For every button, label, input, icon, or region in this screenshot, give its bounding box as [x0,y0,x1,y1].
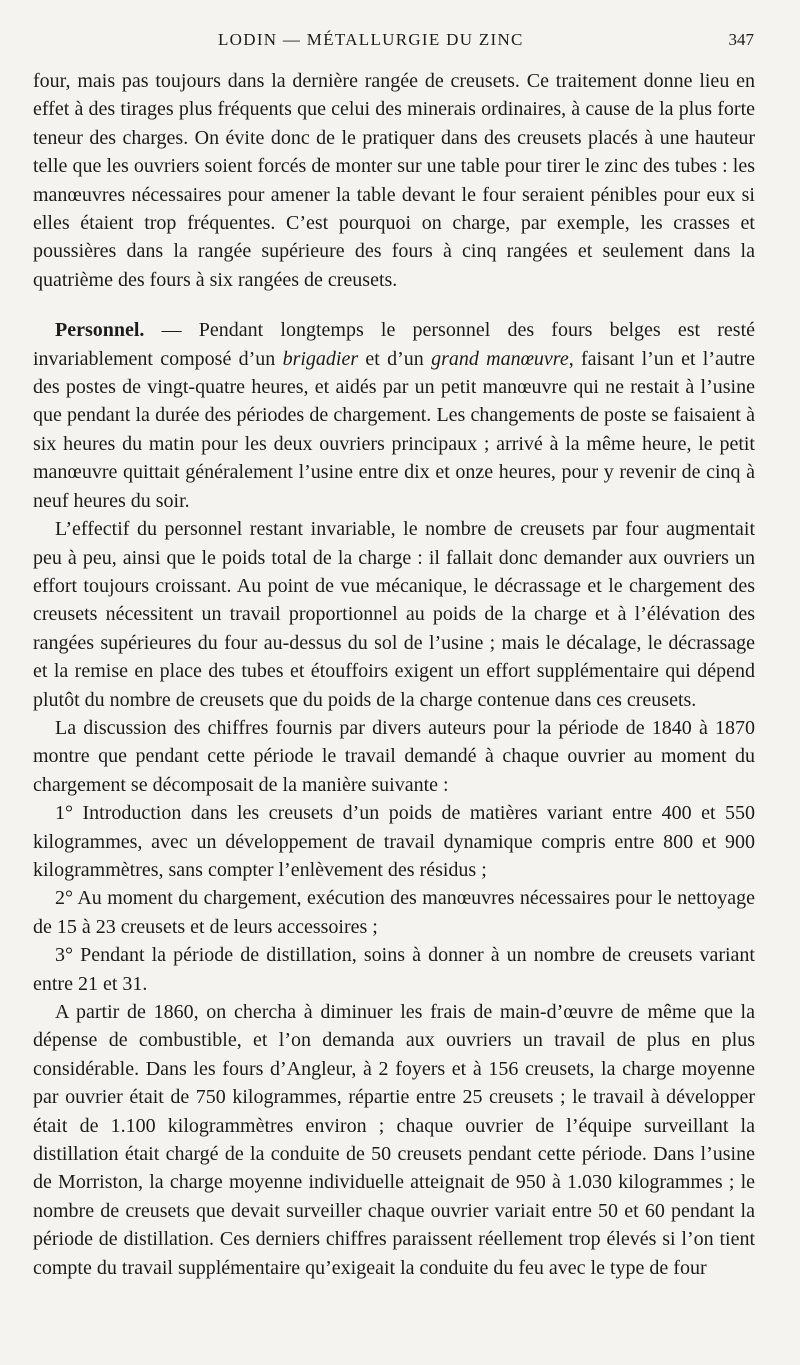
page-header [0,30,800,60]
paragraph-text: , faisant l’un et l’autre des postes de vingt-quatre heures, et aidés par un petit manœuvre qui ne restait à l’usine que pendant la durée des périodes de chargement. Les changements de poste se faisaient à six heures du matin pour les deux ouvriers principaux ; arrivé à la même heure, le petit manœuvre quittait généralement l’usine entre dix et onze heures, pour y revenir de cinq à neuf heures du soir. [33,347,755,512]
italic-term: brigadier [282,347,359,370]
paragraph-discussion: La discussion des chiffres fournis par divers auteurs pour la période de 1840 à 1870 montre que pendant cette période le travail demandé à chaque ouvrier au moment du chargement se décomposait de la manière suivante : [33,716,755,796]
text-body [33,67,755,1282]
paragraph-personnel [33,316,755,515]
list-item-3: 3° Pendant la période de distillation, soins à donner à un nombre de creusets variant entre 21 et 31. [33,944,755,995]
paragraph-text: — Pendant longtemps le personnel des fours belges est resté invariablement composé d’un [33,319,755,370]
page-number: 347 [728,30,754,49]
list-item-2: 2° Au moment du chargement, exécution des manœuvres nécessaires pour le nettoyage de 15 à 23 creusets et de leurs accessoires ; [33,887,755,938]
list-item-1: 1° Introduction dans les creusets d’un poids de matières variant entre 400 et 550 kilogrammes, avec un développement de travail dynamique compris entre 800 et 900 kilogrammètres, sans compter l’enlèvement des résidus ; [33,802,755,881]
paragraph-1860: A partir de 1860, on chercha à diminuer les frais de main-d’œuvre de même que la dépense de combustible, et l’on demanda aux ouvriers un travail de plus en plus considérable. Dans les fours d’Angleur, à 2 foyers et à 156 creusets, la charge moyenne par ouvrier était de 750 kilogrammes, répartie entre 25 creusets ; le travail à développer était de 1.100 kilogrammètres environ ; chaque ouvrier de l’équipe surveillant la distillation était chargé de la conduite de 50 creusets pendant cette période. Dans l’usine de Morriston, la charge moyenne individuelle atteignait de 950 à 1.030 kilogrammes ; le nombre de creusets que devait surveiller chaque ouvrier variait entre 50 et 60 pendant la période de distillation. Ces derniers chiffres paraissent réellement trop élevés si l’on tient compte du travail supplémentaire qu’exigeait la conduite du feu avec le type de four [33,1001,755,1279]
section-heading: Personnel. [55,319,145,342]
paragraph-text: et d’un [358,347,432,370]
italic-term: grand manœuvre [431,347,569,370]
running-title: LODIN — MÉTALLURGIE DU ZINC [218,30,524,49]
paragraph-continuation: four, mais pas toujours dans la dernière rangée de creusets. Ce traitement donne lieu en effet à des tirages plus fréquents que celui des minerais ordinaires, à cause de la plus forte teneur des charges. On évite donc de le pratiquer dans des creusets placés à une hauteur telle que les ouvriers soient forcés de monter sur une table pour tirer le zinc des tubes : les manœuvres nécessaires pour amener la table devant le four seraient pénibles pour eux si elles étaient trop fréquentes. C’est pourquoi on charge, par exemple, les crasses et poussières dans la rangée supérieure des fours à cinq rangées et seulement dans la quatrième des fours à six rangées de creusets. [33,70,755,291]
paragraph-effectif: L’effectif du personnel restant invariable, le nombre de creusets par four augmentait peu à peu, ainsi que le poids total de la charge : il fallait donc demander aux ouvriers un effort toujours croissant. Au point de vue mécanique, le décrassage et le chargement des creusets nécessitent un travail proportionnel au poids de la charge et à l’élévation des rangées supérieures du four au-dessus du sol de l’usine ; mais le décalage, le décrassage et la remise en place des tubes et étouffoirs exigent un effort supplémentaire qui dépend plutôt du nombre de creusets que du poids de la charge contenue dans ces creusets. [33,518,755,711]
